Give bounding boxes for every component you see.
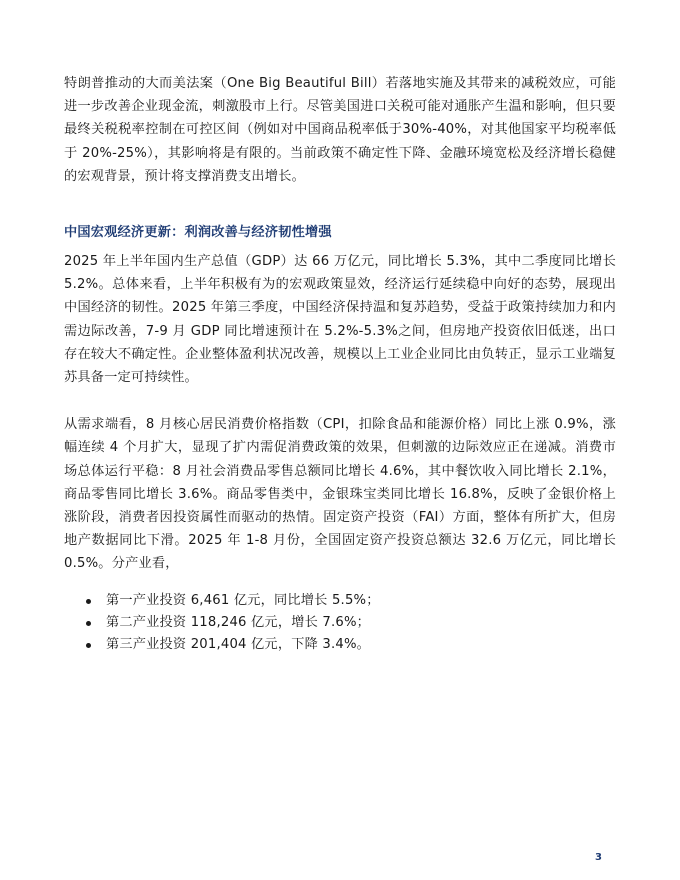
section-heading: 中国宏观经济更新：利润改善与经济韧性增强	[64, 225, 332, 241]
investment-list	[64, 590, 616, 656]
gdp-paragraph: 2025 年上半年国内生产总值（GDP）达 66 万亿元，同比增长 5.3%，其中二季度同比增长 5.2%。总体来看，上半年积极有为的宏观政策显效，经济运行延续稳中向好的态势，展现出中国经济的韧性。2025 年第三季度，中国经济保持温和复苏趋势，受益于政策持续加力和内需边际改善，7-9 月 GDP 同比增速预计在 5.2%-5.3%之间，但房地产投资依旧低迷，出口存在较大不确定性。企业整体盈利状况改善，规模以上工业企业同比由负转正，显示工业端复苏具备一定可持续性。	[64, 254, 616, 386]
page-number: 3	[595, 852, 602, 863]
document-body	[64, 72, 616, 656]
intro-paragraph: 特朗普推动的大而美法案（One Big Beautiful Bill）若落地实施及其带来的减税效应，可能进一步改善企业现金流，刺激股市上行。尽管美国进口关税可能对通胀产生温和影响，但只要最终关税税率控制在可控区间（例如对中国商品税率低于30%-40%，对其他国家平均税率低于 20%-25%），其影响将是有限的。当前政策不确定性下降、金融环境宽松及经济增长稳健的宏观背景，预计将支撑消费支出增长。	[64, 76, 616, 184]
list-item-tertiary-industry: 第三产业投资 201,404 亿元，下降 3.4%。	[86, 634, 616, 656]
demand-paragraph: 从需求端看，8 月核心居民消费价格指数（CPI，扣除食品和能源价格）同比上涨 0.9%，涨幅连续 4 个月扩大，显现了扩内需促消费政策的效果，但刺激的边际效应正在递减。消费市场总体运行平稳：8 月社会消费品零售总额同比增长 4.6%，其中餐饮收入同比增长 2.1%，商品零售同比增长 3.6%。商品零售类中，金银珠宝类同比增长 16.8%，反映了金银价格上涨阶段，消费者因投资属性而驱动的热情。固定资产投资（FAI）方面，整体有所扩大，但房地产数据同比下滑。2025 年 1-8 月份，全国固定资产投资总额达 32.6 万亿元，同比增长 0.5%。分产业看，	[64, 417, 616, 572]
list-item-primary-industry: 第一产业投资 6,461 亿元，同比增长 5.5%；	[86, 590, 616, 612]
list-item-secondary-industry: 第二产业投资 118,246 亿元，增长 7.6%；	[86, 612, 616, 634]
